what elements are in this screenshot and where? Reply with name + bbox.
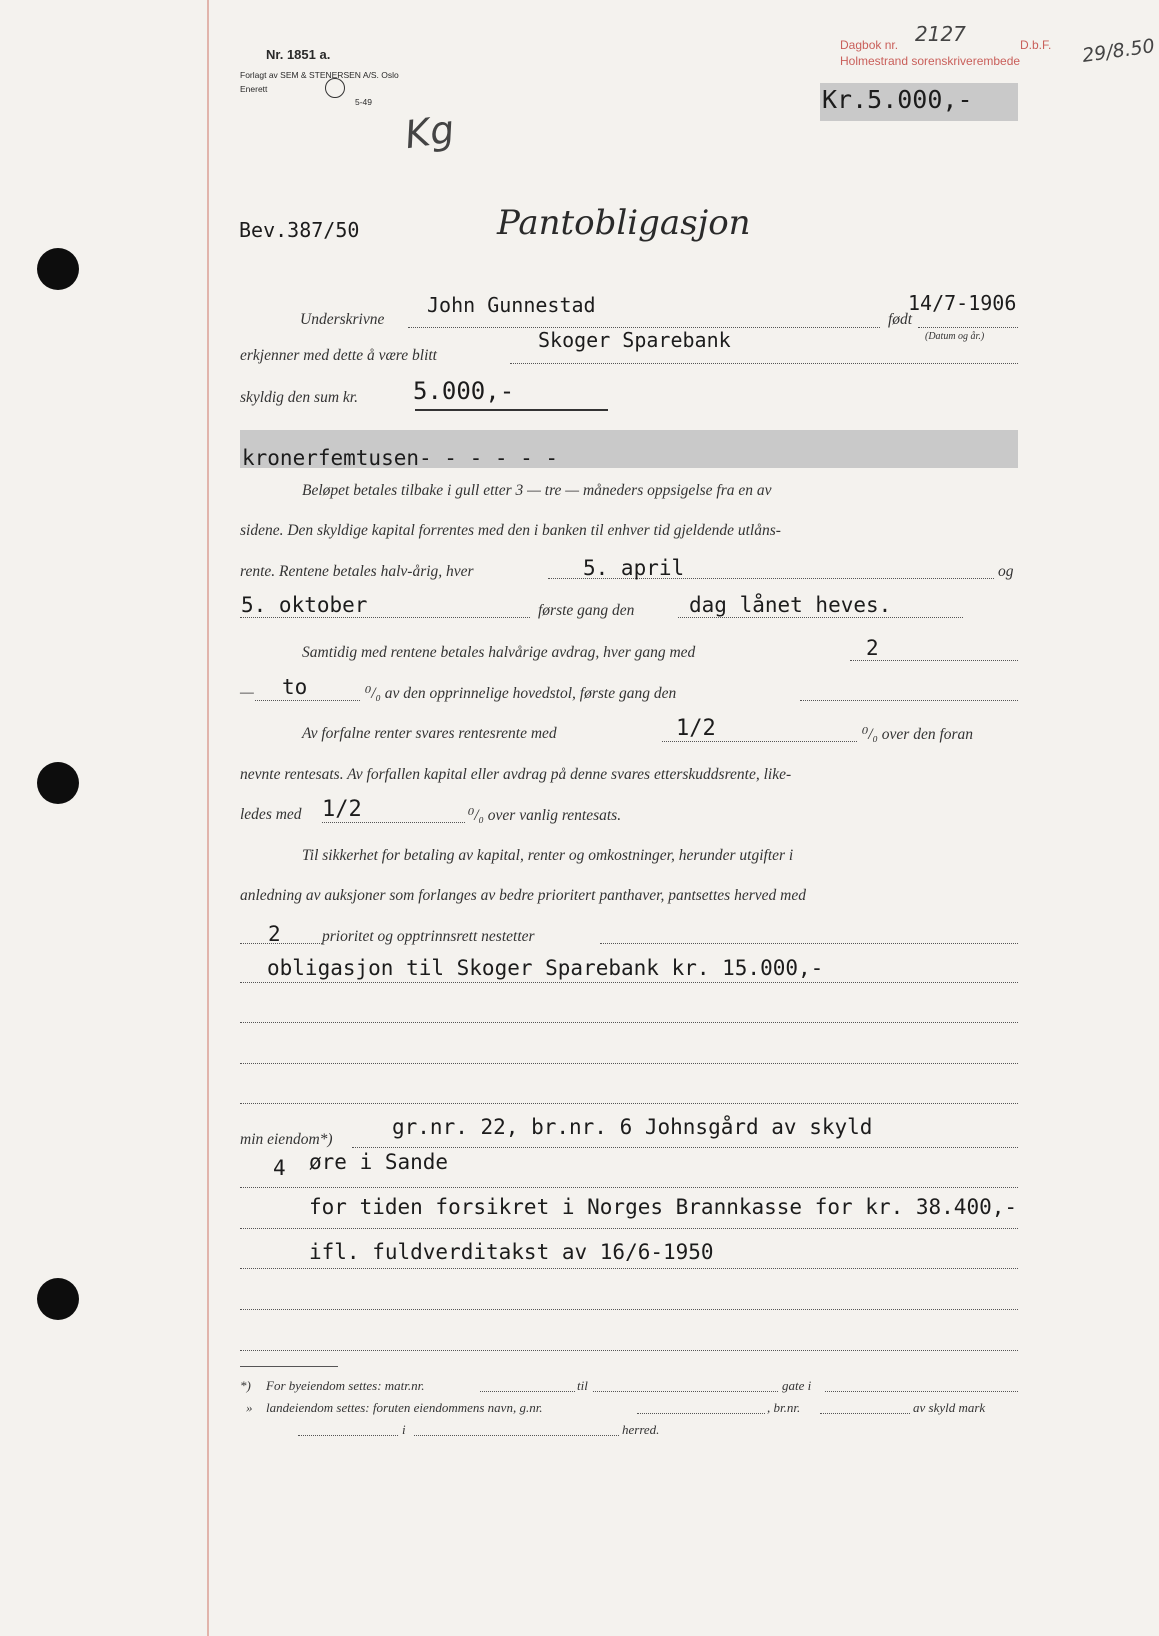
dotted-line — [240, 943, 322, 944]
dotted-line — [662, 741, 857, 742]
publisher-line: Forlagt av SEM & STENERSEN A/S. Oslo — [240, 70, 399, 80]
handwritten-date: 29/8.50 — [1080, 35, 1157, 67]
punch-hole — [37, 248, 79, 290]
fodt-label: født — [888, 311, 913, 328]
dotted-line — [820, 1413, 910, 1414]
margin-rule — [207, 0, 209, 1636]
dotted-line — [240, 617, 530, 618]
handwritten-initials: Kg — [402, 106, 457, 158]
skyldig-label: skyldig den sum kr. — [240, 389, 358, 406]
underskrivne-label: Underskrivne — [300, 311, 385, 328]
dotted-line — [678, 617, 963, 618]
dotted-line — [240, 1228, 1018, 1229]
avdrag-line: Samtidig med rentene betales halvårige avdrag, hver gang med — [302, 644, 696, 661]
publisher-code: 5-49 — [355, 97, 373, 107]
prioritet-label: prioritet og opptrinnsrett nestetter — [322, 928, 535, 945]
footnote-rule — [240, 1366, 338, 1367]
footnote-line-1c: gate i — [782, 1378, 812, 1393]
footnote-line-2a: landeiendom settes: foruten eiendommens navn, g.nr. — [266, 1400, 543, 1415]
dotted-line — [322, 822, 465, 823]
sum-underline — [415, 409, 608, 411]
property-line-2-number: 4 — [273, 1156, 286, 1180]
bev-number: Bev.387/50 — [239, 218, 360, 242]
dotted-line — [510, 363, 1018, 364]
dotted-line — [298, 1435, 398, 1436]
dotted-line — [240, 1268, 1018, 1269]
forfalne-label: Av forfalne renter svares rentesrente med — [302, 725, 557, 742]
sum-amount: 5.000,- — [413, 377, 515, 405]
document-title: Pantobligasjon — [497, 203, 751, 243]
property-line-4: ifl. fuldverditakst av 16/6-1950 — [309, 1240, 714, 1264]
ledes-suffix: ⁰/₀ over vanlig rentesats. — [468, 807, 622, 824]
publisher-enerett: Enerett — [240, 84, 268, 94]
footnote-line-1b: til — [577, 1378, 588, 1393]
terms-line-3: rente. Rentene betales halv-årig, hver — [240, 563, 474, 580]
prioritet-number: 2 — [268, 922, 281, 946]
stamp-dbf: D.b.F. — [1020, 38, 1052, 52]
sikkerhet-line-1: Til sikkerhet for betaling av kapital, renter og omkostninger, herunder utgifter i — [302, 847, 794, 864]
punch-hole — [37, 1278, 79, 1320]
stamp-dagbok-label: Dagbok nr. — [840, 38, 899, 52]
dotted-line — [240, 982, 1018, 983]
footnote-line-2c: av skyld mark — [913, 1400, 986, 1415]
first-payment: dag lånet heves. — [689, 593, 892, 617]
footnote-line-2b: , br.nr. — [767, 1400, 801, 1415]
prior-obligation: obligasjon til Skoger Sparebank kr. 15.000,- — [267, 956, 824, 980]
percent-line: ⁰/₀ av den opprinnelige hovedstol, første gang den — [365, 685, 677, 702]
amount-header: Kr.5.000,- — [822, 85, 973, 114]
debtor-name: John Gunnestad — [427, 293, 596, 317]
footnote-line-3a: i — [402, 1422, 406, 1437]
og-label: og — [998, 563, 1014, 580]
dotted-line — [240, 1309, 1018, 1310]
forfalne-suffix: ⁰/₀ over den foran — [862, 726, 974, 743]
terms-line-2: sidene. Den skyldige kapital forrentes med den i banken til enhver tid gjeldende utlåns- — [240, 522, 781, 539]
dotted-line — [637, 1413, 765, 1414]
datum-note: (Datum og år.) — [925, 331, 985, 342]
eiendom-label: min eiendom*) — [240, 1131, 333, 1148]
amount-in-words: kronerfemtusen- - - - - - — [242, 446, 559, 470]
footnote-mark: » — [246, 1400, 253, 1415]
ledes-label: ledes med — [240, 806, 302, 823]
erkjenner-label: erkjenner med dette å være blitt — [240, 347, 437, 364]
publisher-logo-icon — [325, 78, 345, 98]
form-number: Nr. 1851 a. — [266, 47, 331, 62]
birth-date: 14/7-1906 — [908, 291, 1017, 315]
dotted-line — [240, 1350, 1018, 1351]
dotted-line — [352, 1147, 1018, 1148]
creditor-name: Skoger Sparebank — [538, 328, 731, 352]
punch-hole — [37, 762, 79, 804]
footnote-line-1a: For byeiendom settes: matr.nr. — [266, 1378, 425, 1393]
interest-date-2: 5. oktober — [241, 593, 368, 617]
property-line-2: øre i Sande — [309, 1150, 449, 1174]
dotted-line — [800, 700, 1018, 701]
avdrag-word: to — [282, 675, 308, 699]
footnote-line-3b: herred. — [622, 1422, 660, 1437]
dotted-line — [825, 1391, 1018, 1392]
dash: — — [240, 684, 254, 701]
property-line-3: for tiden forsikret i Norges Brannkasse for kr. 38.400,- — [309, 1195, 1018, 1219]
sikkerhet-line-2: anledning av auksjoner som forlanges av bedre prioritert panthaver, pantsettes herved med — [240, 887, 806, 904]
forste-gang-label: første gang den — [538, 602, 635, 619]
dotted-line — [240, 1103, 1018, 1104]
avdrag-number: 2 — [866, 636, 879, 660]
stamp-dagbok-number: 2127 — [915, 22, 966, 46]
dotted-line — [240, 1022, 1018, 1023]
dotted-line — [600, 943, 1018, 944]
stamp-office: Holmestrand sorenskriverembede — [840, 54, 1021, 68]
terms-line-1: Beløpet betales tilbake i gull etter 3 — tre — måneders oppsigelse fra en av — [302, 482, 772, 499]
dotted-line — [593, 1391, 778, 1392]
dotted-line — [255, 700, 360, 701]
nevnte-line: nevnte rentesats. Av forfallen kapital eller avdrag på denne svares etterskuddsrente, like- — [240, 766, 792, 783]
ledes-rate: 1/2 — [322, 797, 362, 822]
dotted-line — [240, 1063, 1018, 1064]
dotted-line — [240, 1187, 1018, 1188]
dotted-line — [480, 1391, 575, 1392]
property-line-1: gr.nr. 22, br.nr. 6 Johnsgård av skyld — [392, 1115, 873, 1139]
dotted-line — [414, 1435, 619, 1436]
forfalne-rate: 1/2 — [676, 716, 716, 741]
footnote-star: *) — [240, 1378, 251, 1393]
interest-date-1: 5. april — [583, 556, 685, 580]
dotted-line — [850, 660, 1018, 661]
dotted-line — [918, 327, 1018, 328]
